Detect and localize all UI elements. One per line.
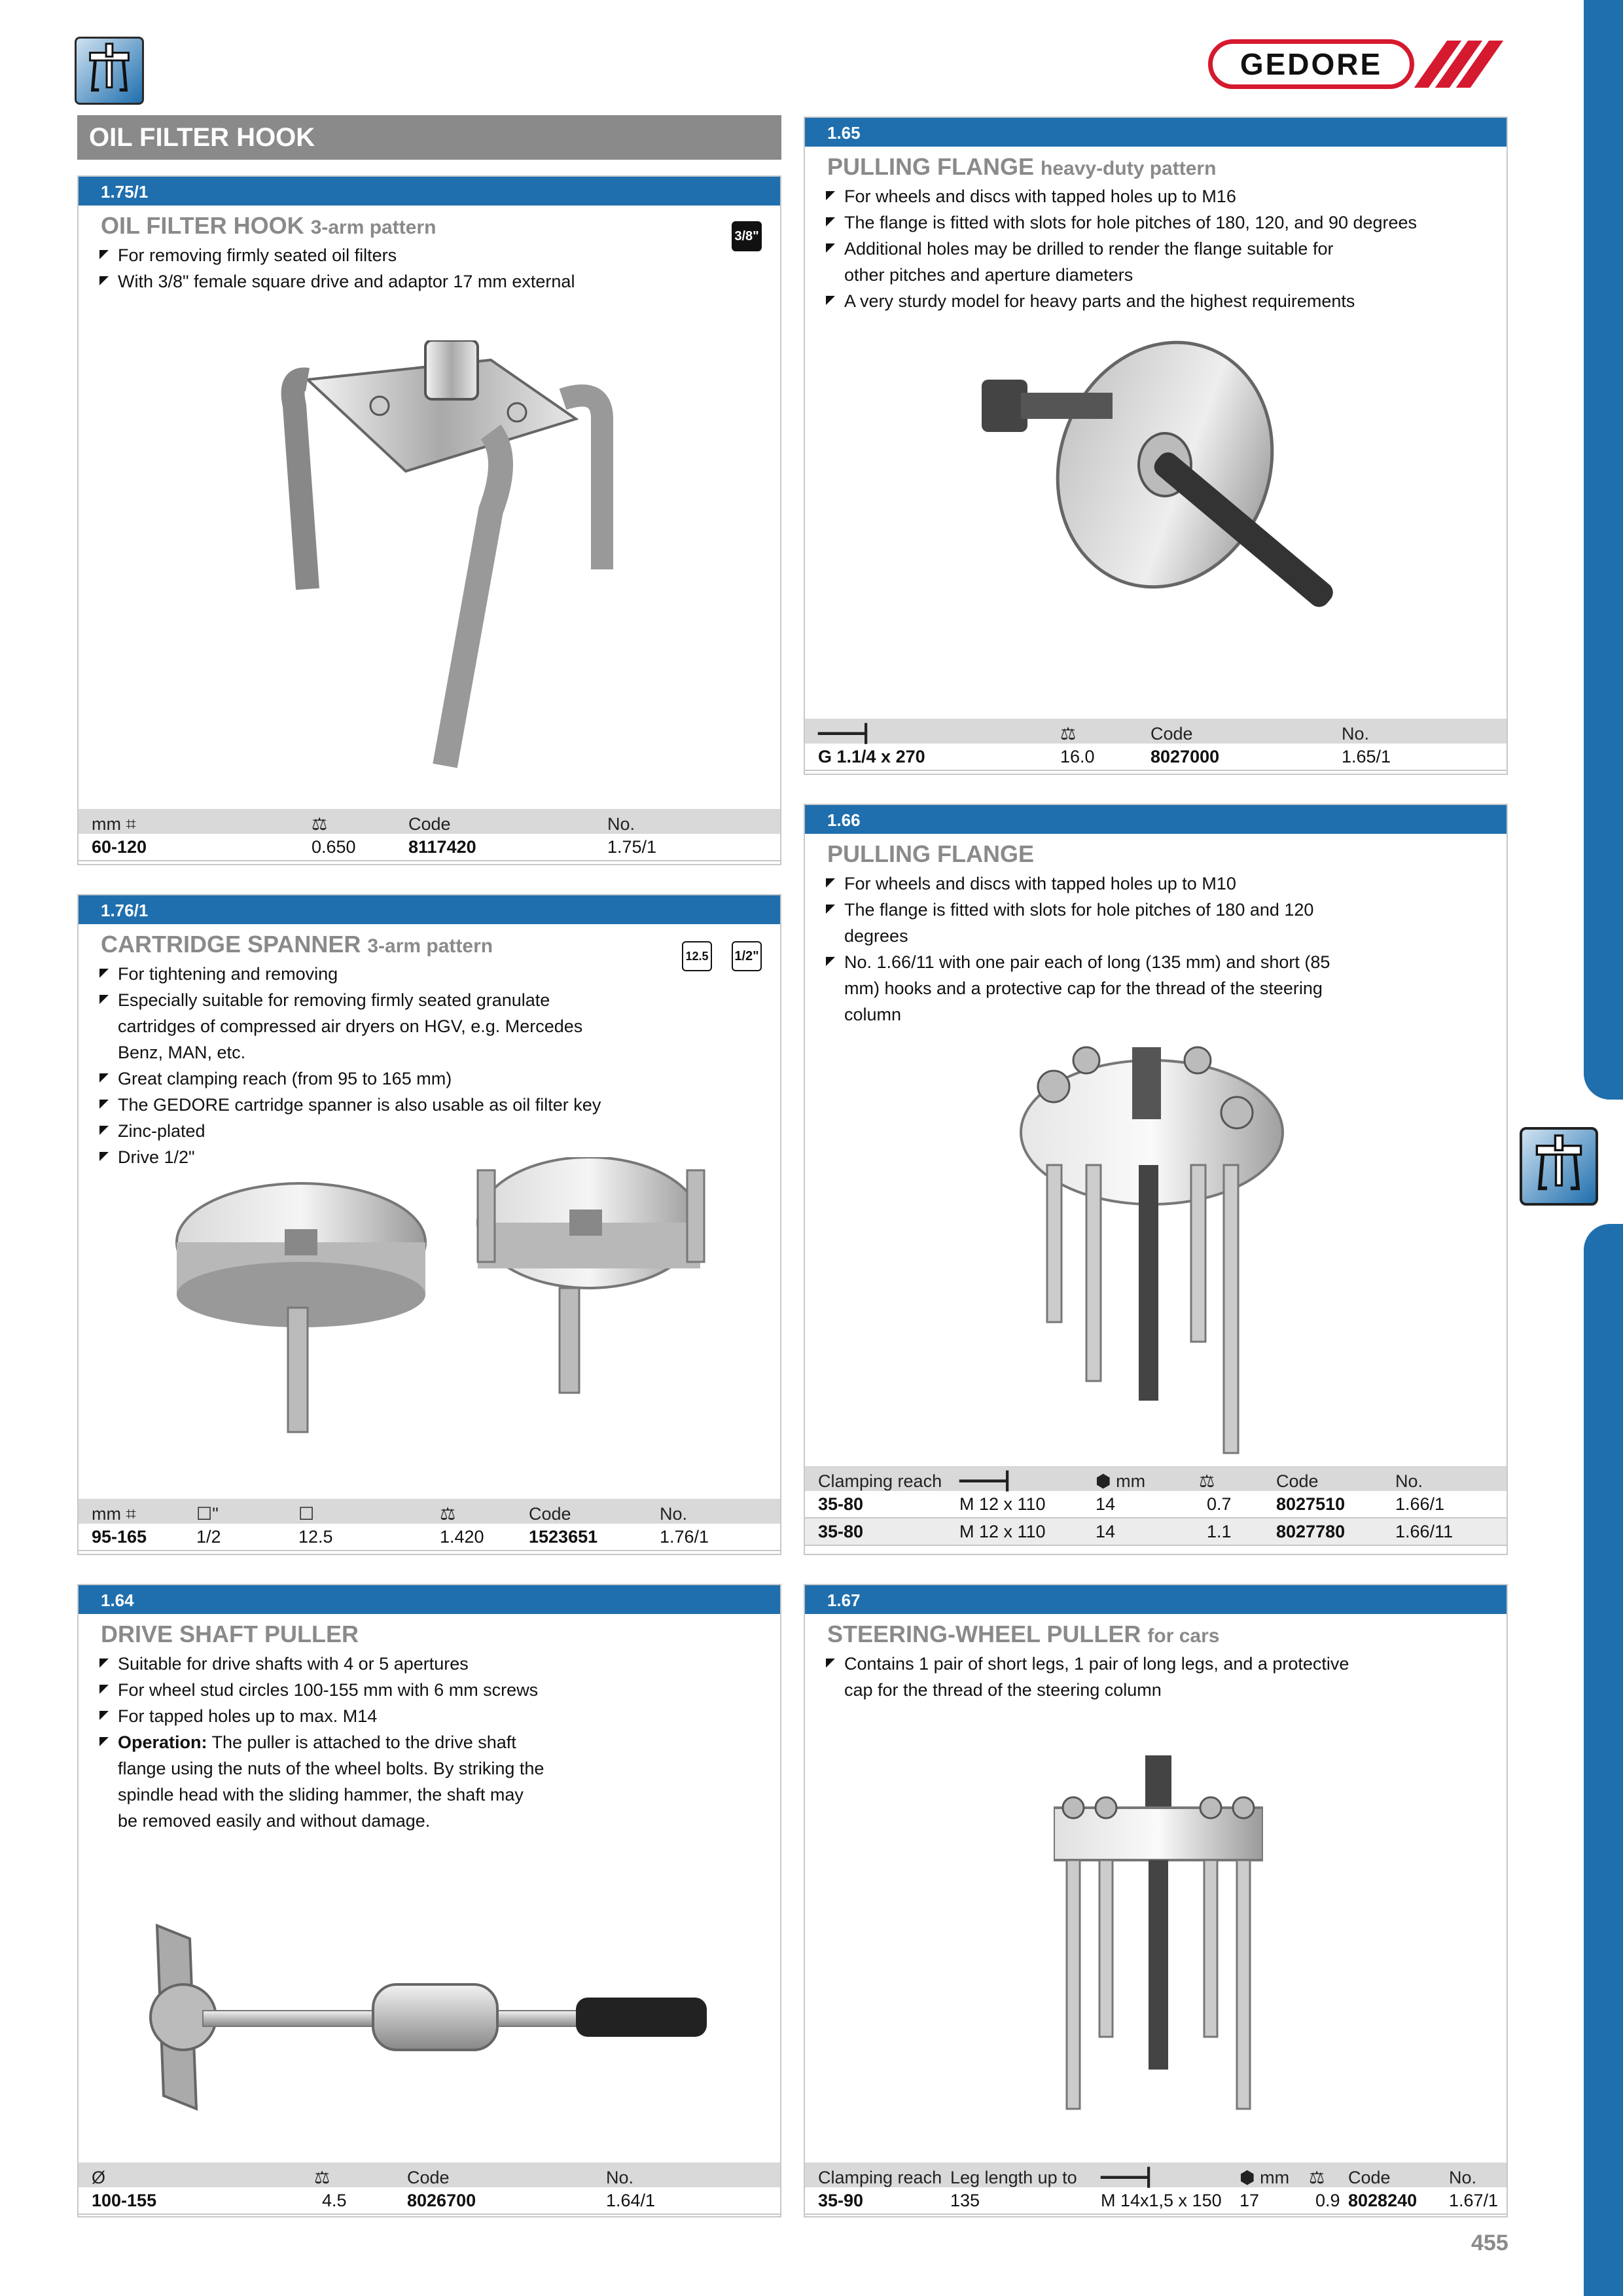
product-box-1-75-1 <box>77 175 781 865</box>
header-no: No. <box>1395 1471 1423 1491</box>
feature-list <box>99 961 610 1170</box>
list-item: Drive 1/2" <box>99 1144 610 1170</box>
list-item: Especially suitable for removing firmly seated granulate cartridges of compressed air dryers on HGV, e.g. Mercedes Benz, MAN, etc. <box>99 987 610 1066</box>
product-box-1-66 <box>804 804 1508 1555</box>
drive-size-badge: 1/2" <box>732 941 762 971</box>
cell-code: 8028240 <box>1348 2191 1418 2210</box>
header-code: Code <box>407 2168 450 2187</box>
list-item: Zinc-plated <box>99 1118 610 1144</box>
feature-list <box>826 183 1454 314</box>
list-item: The flange is fitted with slots for hole pitches of 180 and 120 degrees <box>826 897 1349 949</box>
cell-square: 12.5 <box>298 1527 333 1547</box>
cell-no: 1.67/1 <box>1449 2191 1499 2210</box>
feature-list <box>99 1651 544 1834</box>
hex-size-icon: ⬢ mm <box>1096 1471 1146 1491</box>
product-title: OIL FILTER HOOK 3-arm pattern <box>101 212 437 239</box>
table-row <box>805 2187 1507 2215</box>
cartridge-spanner-photo <box>170 1157 746 1445</box>
hex-size-icon: ⬢ mm <box>1240 2168 1290 2187</box>
cell-clamping-reach: 35-80 <box>818 1522 864 1541</box>
cell-size: 60-120 <box>92 837 147 857</box>
list-item: Suitable for drive shafts with 4 or 5 apertures <box>99 1651 544 1677</box>
puller-category-icon <box>75 37 144 105</box>
cell-clamping-reach: 35-80 <box>818 1494 864 1514</box>
cell-thread: G 1.1/4 x 270 <box>818 747 925 766</box>
product-title: PULLING FLANGE <box>827 840 1034 867</box>
table-row <box>805 1518 1507 1546</box>
cell-code: 8027510 <box>1276 1494 1346 1514</box>
cell-diameter: 100-155 <box>92 2191 157 2210</box>
feature-list <box>99 242 575 295</box>
product-number: 1.65 <box>805 118 1507 147</box>
spec-table <box>805 2162 1507 2215</box>
list-item: With 3/8" female square drive and adaptor 17 mm external <box>99 268 575 295</box>
gedore-logo <box>1208 39 1500 90</box>
table-header <box>805 2162 1507 2187</box>
cell-weight: 0.650 <box>312 837 356 857</box>
cell-clamping-reach: 35-90 <box>818 2191 864 2210</box>
drive-size-badge: 3/8" <box>732 221 762 251</box>
spec-table <box>805 719 1507 771</box>
weight-icon: ⚖ <box>1060 724 1077 744</box>
square-mm-icon: ☐ <box>298 1504 315 1524</box>
cell-code: 8026700 <box>407 2191 476 2210</box>
list-item <box>99 1729 544 1834</box>
cell-code: 1523651 <box>529 1527 598 1547</box>
square-inch-icon: ☐" <box>196 1504 219 1524</box>
cell-weight: 16.0 <box>1060 747 1095 766</box>
operation-label: Operation: <box>118 1732 207 1752</box>
thread-icon: ━━━━┫ <box>818 724 872 744</box>
cell-weight: 0.9 <box>1315 2191 1340 2210</box>
table-row <box>79 2187 780 2215</box>
cell-weight: 0.7 <box>1207 1494 1232 1514</box>
list-item: For tightening and removing <box>99 961 610 987</box>
list-item: For wheel stud circles 100-155 mm with 6 mm screws <box>99 1677 544 1703</box>
list-item: Contains 1 pair of short legs, 1 pair of long legs, and a protective cap for the thread of the steering column <box>826 1651 1349 1703</box>
cell-no: 1.64/1 <box>606 2191 656 2210</box>
list-item: The flange is fitted with slots for hole pitches of 180, 120, and 90 degrees <box>826 209 1454 236</box>
list-item: For wheels and discs with tapped holes up to M10 <box>826 870 1349 897</box>
header-clamping-reach: Clamping reach <box>818 1471 942 1491</box>
list-item: For wheels and discs with tapped holes up to M16 <box>826 183 1454 209</box>
cell-no: 1.76/1 <box>660 1527 709 1547</box>
header-code: Code <box>1348 2168 1391 2187</box>
header-no: No. <box>607 814 635 834</box>
size-badge: 12.5 <box>682 941 712 971</box>
product-title: CARTRIDGE SPANNER 3-arm pattern <box>101 931 493 958</box>
header-code: Code <box>1150 724 1193 744</box>
header-code: Code <box>408 814 451 834</box>
size-icon: mm ⌗ <box>92 1504 136 1524</box>
product-number: 1.75/1 <box>79 177 780 206</box>
spec-table <box>79 809 780 861</box>
chapter-tab-bottom <box>1584 1224 1623 2296</box>
table-row <box>79 834 780 861</box>
product-box-1-65 <box>804 117 1508 775</box>
header-code: Code <box>529 1504 571 1524</box>
table-header <box>805 1466 1507 1491</box>
header-clamping-reach: Clamping reach <box>818 2168 942 2187</box>
cell-no: 1.66/1 <box>1395 1494 1445 1514</box>
cell-code: 8027000 <box>1150 747 1220 766</box>
cell-thread: M 12 x 110 <box>959 1522 1046 1541</box>
header-diameter: Ø <box>92 2168 106 2187</box>
cell-size: 95-165 <box>92 1527 147 1547</box>
cell-no: 1.66/11 <box>1395 1522 1454 1541</box>
cell-code: 8117420 <box>408 837 476 857</box>
product-box-1-76-1 <box>77 894 781 1555</box>
header-no: No. <box>1449 2168 1477 2187</box>
table-row <box>805 744 1507 771</box>
cell-hex: 14 <box>1096 1522 1116 1541</box>
list-item: The GEDORE cartridge spanner is also usable as oil filter key <box>99 1092 610 1118</box>
header-no: No. <box>660 1504 688 1524</box>
header-code: Code <box>1276 1471 1319 1491</box>
product-box-1-67 <box>804 1584 1508 2217</box>
chapter-tab-top <box>1584 0 1623 1100</box>
weight-icon: ⚖ <box>440 1504 456 1524</box>
steering-wheel-puller-photo <box>1054 1755 1263 2128</box>
weight-icon: ⚖ <box>312 814 328 834</box>
feature-list <box>826 1651 1349 1703</box>
product-box-1-64 <box>77 1584 781 2217</box>
thread-icon: ━━━━┫ <box>1101 2168 1154 2187</box>
cell-hex: 17 <box>1240 2191 1260 2210</box>
cell-code: 8027780 <box>1276 1522 1346 1541</box>
oil-filter-hook-photo <box>209 340 720 785</box>
drive-shaft-puller-photo <box>144 1912 720 2122</box>
feature-list <box>826 870 1349 1028</box>
product-title: PULLING FLANGE heavy-duty pattern <box>827 153 1217 180</box>
pulling-flange-photo <box>969 340 1361 681</box>
cell-hex: 14 <box>1096 1494 1116 1514</box>
spec-table <box>805 1466 1507 1546</box>
product-title: DRIVE SHAFT PULLER <box>101 1621 359 1647</box>
cell-leg-length: 135 <box>950 2191 980 2210</box>
spec-table <box>79 2162 780 2215</box>
cell-thread: M 12 x 110 <box>959 1494 1046 1514</box>
cell-weight: 1.1 <box>1207 1522 1232 1541</box>
chapter-puller-icon[interactable] <box>1520 1127 1598 1206</box>
size-icon: mm ⌗ <box>92 814 136 834</box>
thread-icon: ━━━━┫ <box>959 1471 1013 1491</box>
list-item: For removing firmly seated oil filters <box>99 242 575 268</box>
pulling-flange-legs-photo <box>1001 1034 1302 1466</box>
list-item: No. 1.66/11 with one pair each of long (135 mm) and short (85 mm) hooks and a protective cap for the thread of the steering column <box>826 949 1349 1028</box>
table-header <box>79 2162 780 2187</box>
spec-table <box>79 1499 780 1551</box>
weight-icon: ⚖ <box>314 2168 330 2187</box>
list-item: Additional holes may be drilled to render the flange suitable for other pitches and aperture diameters <box>826 236 1342 288</box>
cell-weight: 1.420 <box>440 1527 484 1547</box>
table-row <box>805 1491 1507 1518</box>
cell-no: 1.65/1 <box>1342 747 1391 766</box>
operation-text: The puller is attached to the drive shaft flange using the nuts of the wheel bolts. By striking the spindle head with the sliding hammer, the shaft may be removed easily and without damage. <box>118 1732 544 1831</box>
product-number: 1.76/1 <box>79 895 780 924</box>
logo-text: GEDORE <box>1240 47 1383 81</box>
section-heading: OIL FILTER HOOK <box>77 115 781 160</box>
weight-icon: ⚖ <box>1199 1471 1215 1491</box>
table-header <box>79 809 780 834</box>
table-header <box>805 719 1507 744</box>
cell-no: 1.75/1 <box>607 837 657 857</box>
cell-thread: M 14x1,5 x 150 <box>1101 2191 1222 2210</box>
page-number: 455 <box>1471 2231 1508 2255</box>
table-row <box>79 1524 780 1551</box>
header-no: No. <box>1342 724 1370 744</box>
product-title: STEERING-WHEEL PULLER for cars <box>827 1621 1220 1647</box>
list-item: A very sturdy model for heavy parts and the highest requirements <box>826 288 1454 314</box>
header-no: No. <box>606 2168 634 2187</box>
weight-icon: ⚖ <box>1309 2168 1325 2187</box>
table-header <box>79 1499 780 1524</box>
product-number: 1.66 <box>805 805 1507 834</box>
list-item: Great clamping reach (from 95 to 165 mm) <box>99 1066 610 1092</box>
header-leg-length: Leg length up to <box>950 2168 1077 2187</box>
product-number: 1.64 <box>79 1585 780 1614</box>
cell-weight: 4.5 <box>322 2191 347 2210</box>
product-number: 1.67 <box>805 1585 1507 1614</box>
list-item: For tapped holes up to max. M14 <box>99 1703 544 1729</box>
cell-drive: 1/2 <box>196 1527 221 1547</box>
